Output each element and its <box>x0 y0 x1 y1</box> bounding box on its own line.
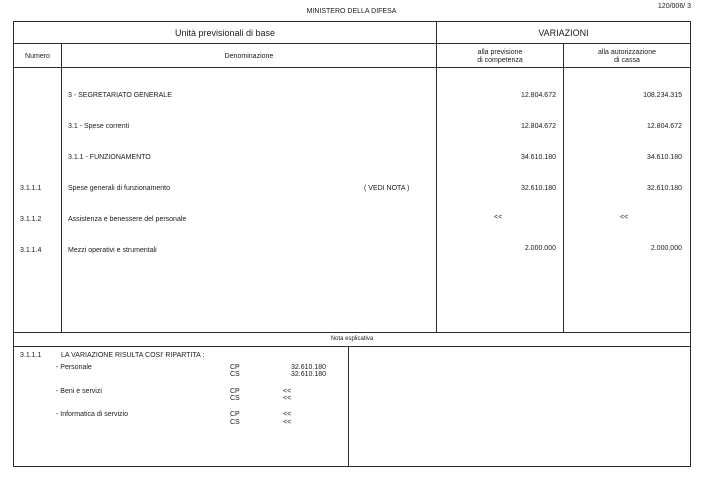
table-row-name: 3 - SEGRETARIATO GENERALE <box>68 92 172 99</box>
notes-item-cs-value: << <box>283 419 292 426</box>
table-row-name: Spese generali di funzionamento <box>68 185 170 192</box>
notes-item-cp-value: 32.610.180 <box>291 364 327 371</box>
table-row-competenza: 32.610.180 <box>520 185 556 192</box>
notes-item-label: - Personale <box>56 364 92 371</box>
column-header-competenza-line1: alla previsione <box>477 49 523 56</box>
table-row-number: 3.1.1.2 <box>20 216 42 223</box>
group-header-variazioni: VARIAZIONI <box>538 28 589 38</box>
notes-intro: LA VARIAZIONE RISULTA COSI' RIPARTITA : <box>61 352 205 359</box>
column-header-number: Numero <box>25 53 50 60</box>
page-reference: 120/006/ 3 <box>657 3 691 10</box>
table-row-number: 3.1.1.4 <box>20 247 42 254</box>
table-row-cassa: 2.000.000 <box>650 245 682 252</box>
table-row-name: 3.1.1 - FUNZIONAMENTO <box>68 154 151 161</box>
notes-item-cp-code: CP <box>230 411 240 418</box>
notes-item-label: - Beni e servizi <box>56 388 102 395</box>
table-row-name: 3.1 - Spese correnti <box>68 123 130 130</box>
table-row-cassa: << <box>620 214 629 221</box>
table-row-cassa: 34.610.180 <box>646 154 682 161</box>
table-row-cassa: 108.234.315 <box>643 92 682 99</box>
notes-item-cs-code: CS <box>230 371 240 378</box>
ministry-title: MINISTERO DELLA DIFESA <box>306 8 397 15</box>
notes-item-cp-value: << <box>283 411 292 418</box>
table-row-competenza: 12.804.672 <box>520 92 556 99</box>
table-row-number: 3.1.1.1 <box>20 185 42 192</box>
column-header-denomination: Denominazione <box>224 53 274 60</box>
notes-item-cp-code: CP <box>230 388 240 395</box>
table-row-note: ( VEDI NOTA ) <box>364 185 410 192</box>
notes-title: Nota esplicativa <box>330 336 374 342</box>
notes-item-label: - Informatica di servizio <box>56 411 128 418</box>
notes-item-cs-value: << <box>283 395 292 402</box>
notes-item-cs-value: 32.610.180 <box>291 371 327 378</box>
table-row-name: Mezzi operativi e strumentali <box>68 247 157 254</box>
table-row-competenza: 12.804.672 <box>520 123 556 130</box>
column-header-cassa-line2: di cassa <box>614 57 640 64</box>
table-row-cassa: 32.610.180 <box>646 185 682 192</box>
table-row-cassa: 12.804.672 <box>646 123 682 130</box>
notes-item-cp-code: CP <box>230 364 240 371</box>
table-row-name: Assistenza e benessere del personale <box>68 216 187 223</box>
notes-item-cp-value: << <box>283 388 292 395</box>
table-row-competenza: 2.000.000 <box>524 245 556 252</box>
notes-ref-number: 3.1.1.1 <box>20 352 42 359</box>
notes-item-cs-code: CS <box>230 395 240 402</box>
table-row-competenza: 34.610.180 <box>520 154 556 161</box>
notes-item-cs-code: CS <box>230 419 240 426</box>
column-header-competenza-line2: di competenza <box>477 57 523 64</box>
column-header-cassa-line1: alla autorizzazione <box>598 49 656 56</box>
group-header-base-units: Unità previsionali di base <box>174 28 276 38</box>
table-row-competenza: << <box>494 214 503 221</box>
